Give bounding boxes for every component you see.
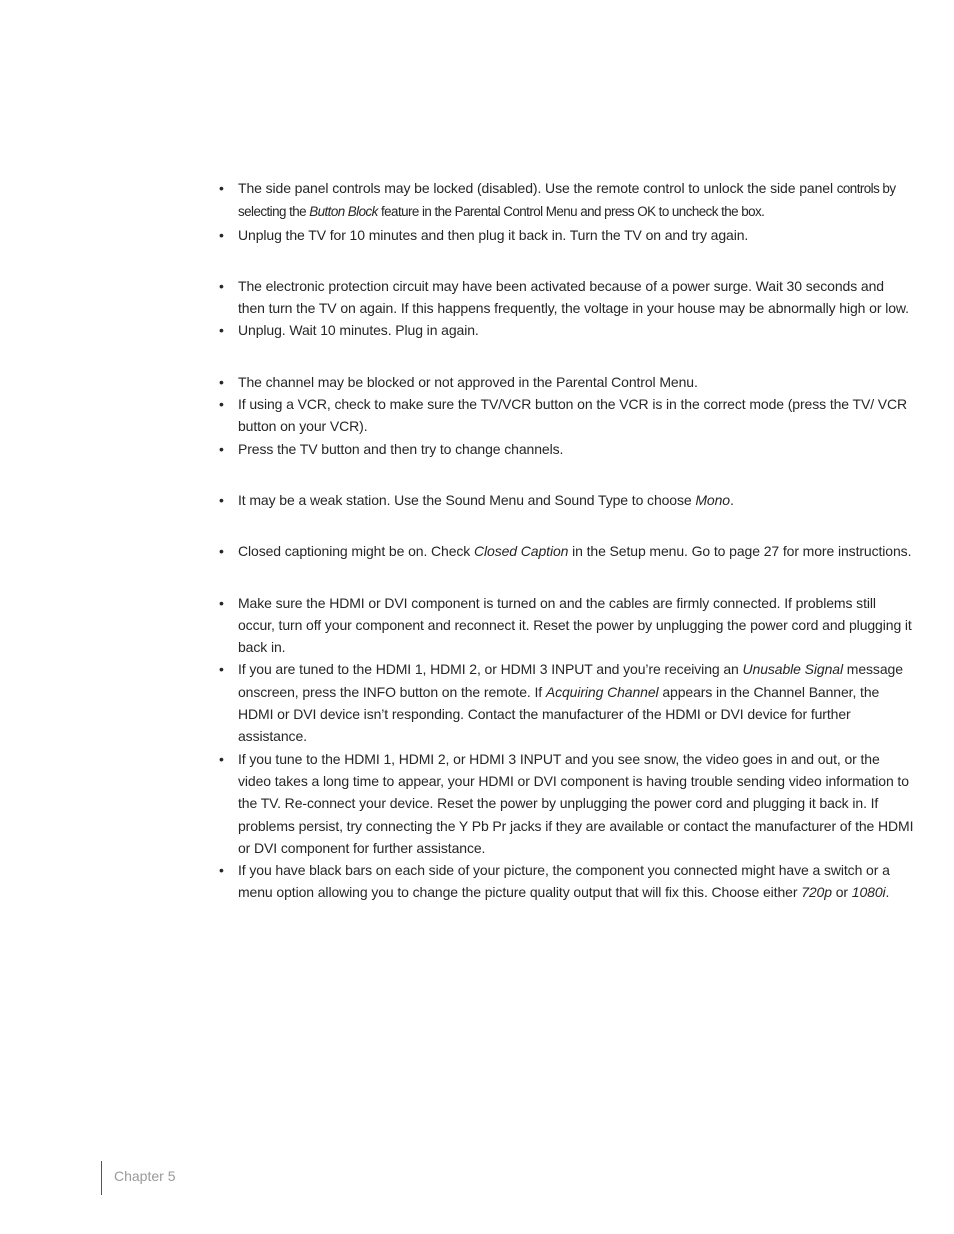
list-item <box>219 319 914 341</box>
list-item <box>219 540 914 562</box>
list-item <box>219 489 914 511</box>
text-segment: If using a VCR, check to make sure the TV/VCR button on the VCR is in the correct mode (press the TV/ VCR button on your VCR). <box>238 396 908 435</box>
text-segment-italic: 1080i <box>851 884 886 901</box>
text-segment-italic: Closed Caption <box>474 543 569 560</box>
text-segment: in the Setup menu. Go to page 27 for more instructions. <box>568 543 912 560</box>
text-segment-italic: Button Block <box>309 204 378 220</box>
text-segment: The side panel controls may be locked (disabled). Use the remote control to unlock the side panel <box>238 180 837 196</box>
text-segment: The electronic protection circuit may have been activated because of a power surge. Wait 30 seconds and then turn the TV on again. If this happens frequently, the voltage in your house may be abnormally high or low. <box>238 277 909 317</box>
bullet-group-weak-station <box>219 489 914 511</box>
list-item <box>219 658 914 747</box>
text-segment: Press the TV button and then try to change channels. <box>238 440 564 457</box>
list-item <box>219 748 914 859</box>
bullet-group-power-surge <box>219 275 914 342</box>
text-segment: Make sure the HDMI or DVI component is turned on and the cables are firmly connected. If problems still occur, turn off your component and reconnect it. Reset the power by unplugging the power cord and plugging it back in. <box>238 594 912 656</box>
list-item <box>219 224 914 246</box>
bullet-group-channel-blocked <box>219 371 914 460</box>
text-segment-italic: Acquiring Channel <box>545 683 659 700</box>
text-segment: If you are tuned to the HDMI 1, HDMI 2, or HDMI 3 INPUT and you’re receiving an <box>238 661 743 678</box>
text-segment-italic: Unusable Signal <box>742 661 843 678</box>
text-segment: If you have black bars on each side of your picture, the component you connected might have a switch or a menu option allowing you to change the picture quality output that will fix this. Choose either <box>238 862 890 901</box>
text-segment: or <box>831 884 852 901</box>
list-item <box>219 177 914 224</box>
text-segment: The channel may be blocked or not approved in the Parental Control Menu. <box>238 373 698 390</box>
bullet-group-side-panel <box>219 177 914 246</box>
text-segment: . <box>885 884 890 901</box>
bullet-group-hdmi-dvi <box>219 592 914 904</box>
list-item <box>219 393 914 438</box>
troubleshooting-content <box>219 177 914 933</box>
chapter-label: Chapter 5 <box>114 1168 176 1184</box>
text-segment: . <box>730 491 734 508</box>
text-segment: controls by selecting the <box>238 181 896 220</box>
list-item <box>219 859 914 904</box>
list-item <box>219 371 914 393</box>
text-segment-italic: Mono <box>695 491 730 508</box>
text-segment: Unplug. Wait 10 minutes. Plug in again. <box>238 322 479 339</box>
text-segment: feature in the Parental Control Menu and press OK to uncheck the box. <box>377 204 765 220</box>
text-segment: If you tune to the HDMI 1, HDMI 2, or HDMI 3 INPUT and you see snow, the video goes in and out, or the video takes a long time to appear, your HDMI or DVI component is having trouble sending video information to the TV. Re-connect your device. Reset the power by unplugging the power cord and plugging it back in. If problems persist, try connecting the Y Pb Pr jacks if they are available or contact the manufacturer of the HDMI or DVI component for further assistance. <box>238 750 914 856</box>
list-item <box>219 592 914 659</box>
list-item <box>219 438 914 460</box>
list-item <box>219 275 914 320</box>
text-segment-italic: 720p <box>801 884 832 901</box>
text-segment: Closed captioning might be on. Check <box>238 543 474 560</box>
text-segment: appears in the Channel Banner, the HDMI or DVI device isn’t responding. Contact the manufacturer of the HDMI or DVI device for further assistance. <box>238 683 880 745</box>
text-segment: message onscreen, press the INFO button on the remote. If <box>238 661 903 700</box>
bullet-group-closed-caption <box>219 540 914 562</box>
text-segment: Unplug the TV for 10 minutes and then plug it back in. Turn the TV on and try again. <box>238 226 749 243</box>
text-segment: It may be a weak station. Use the Sound Menu and Sound Type to choose <box>238 491 696 508</box>
page-footer <box>101 1161 175 1195</box>
